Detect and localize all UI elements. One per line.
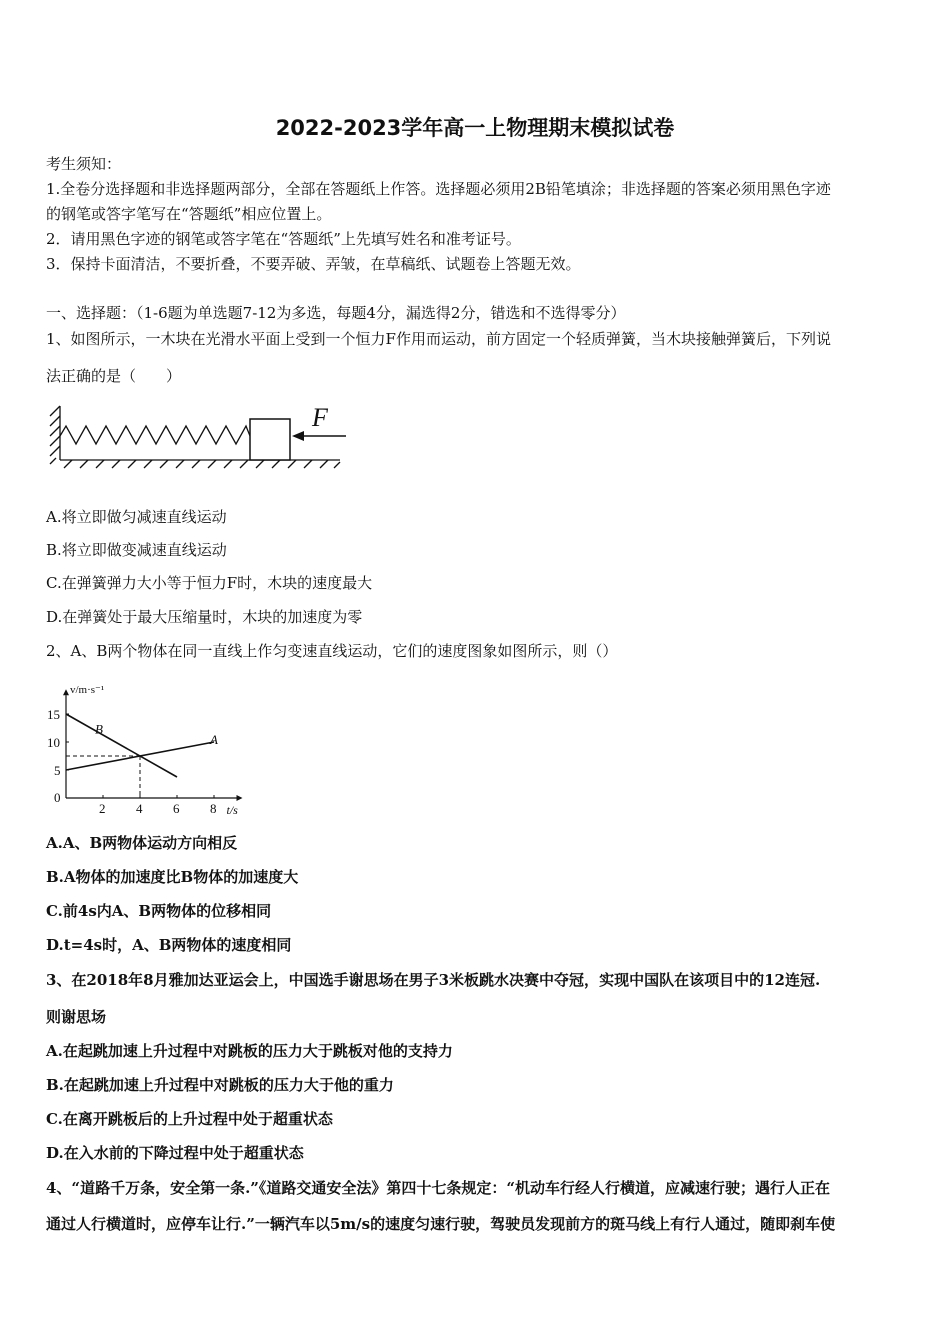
q1-option-d: D.在弹簧处于最大压缩量时，木块的加速度为零 [46,608,363,626]
question-2-stem: 2、A、B两个物体在同一直线上作匀变速直线运动，它们的速度图象如图所示，则（） [46,642,618,660]
q3-option-a: A.在起跳加速上升过程中对跳板的压力大于跳板对他的支持力 [46,1042,453,1060]
q1-option-c: C.在弹簧弹力大小等于恒力F时，木块的速度最大 [46,574,373,592]
spring-block-diagram [44,398,354,470]
page-title: 2022-2023学年高一上物理期末模拟试卷 [275,116,675,140]
q1-option-a: A.将立即做匀减速直线运动 [46,508,227,526]
notice-heading: 考生须知： [46,155,122,173]
q3-option-c: C.在离开跳板后的上升过程中处于超重状态 [46,1110,333,1128]
x-axis-arrow [237,795,243,801]
question-3-stem: 3、在2018年8月雅加达亚运会上，中国选手谢思场在男子3米板跳水决赛中夺冠，实现中国队在该项目中的12连冠. [46,971,821,989]
notice-line: 2．请用黑色字迹的钢笔或答字笔在“答题纸”上先填写姓名和准考证号。 [46,230,521,248]
y-tick-label: 10 [47,735,60,750]
force-arrowhead [292,431,304,441]
series-label-B: B [95,721,103,737]
y-axis-arrow [63,689,69,695]
x-tick-label: 6 [173,801,180,816]
velocity-time-graph [40,668,270,818]
question-3-stem-cont: 则谢思场 [46,1008,107,1026]
q2-option-c: C.前4s内A、B两物体的位移相同 [46,902,272,920]
question-4-stem-cont: 通过人行横道时，应停车让行.”一辆汽车以5m/s的速度匀速行驶，驾驶员发现前方的斑马线上有行人通过，随即刹车使 [46,1215,836,1233]
question-1-stem-cont: 法正确的是（ ） [46,367,182,385]
q1-option-b: B.将立即做变减速直线运动 [46,541,227,559]
y-axis-label: v/m·s⁻¹ [70,684,105,697]
section-heading: 一、选择题：（1-6题为单选题7-12为多选，每题4分，漏选得2分，错选和不选得零分） [46,304,626,322]
notice-line: 3．保持卡面清洁，不要折叠，不要弄破、弄皱，在草稿纸、试题卷上答题无效。 [46,255,581,273]
wall [50,406,60,464]
y-tick-label: 5 [54,763,61,778]
notice-line: 的钢笔或答字笔写在“答题纸”相应位置上。 [46,205,332,223]
q2-option-b: B.A物体的加速度比B物体的加速度大 [46,868,299,886]
q3-option-d: D.在入水前的下降过程中处于超重状态 [46,1144,304,1162]
question-1-stem: 1、如图所示，一木块在光滑水平面上受到一个恒力F作用而运动，前方固定一个轻质弹簧，当木块接触弹簧后，下列说 [46,330,831,348]
series-label-A: A [210,732,218,747]
question-4-stem: 4、“道路千万条，安全第一条.”《道路交通安全法》第四十七条规定：“机动车行经人行横道，应减速行驶；遇行人正在 [46,1179,831,1197]
x-axis-label: t/s [226,803,238,817]
force-label: F [312,403,328,432]
origin-label: 0 [54,790,61,805]
q2-option-a: A.A、B两物体运动方向相反 [46,834,238,852]
y-tick-label: 15 [47,707,60,722]
q3-option-b: B.在起跳加速上升过程中对跳板的压力大于他的重力 [46,1076,394,1094]
x-tick-label: 8 [210,801,217,816]
spring [60,426,250,444]
x-tick-label: 4 [136,801,143,816]
floor [60,460,340,468]
notice-line: 1.全卷分选择题和非选择题两部分，全部在答题纸上作答。选择题必须用2B铅笔填涂；非选择题的答案必须用黑色字迹 [46,180,831,198]
wooden-block [250,419,290,460]
q2-option-d: D.t=4s时，A、B两物体的速度相同 [46,936,292,954]
x-tick-label: 2 [99,801,106,816]
